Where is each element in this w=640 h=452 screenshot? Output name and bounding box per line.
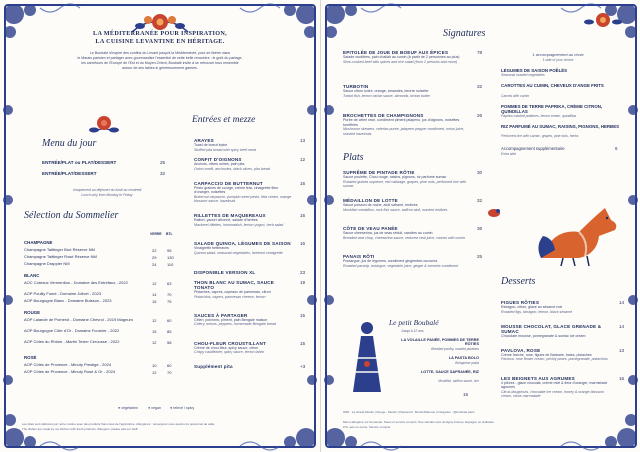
intro-title-line-2: LA CUISINE LEVANTINE EN HÉRITAGE. — [95, 38, 225, 45]
wine-section-name: ROUGE — [24, 310, 41, 315]
wine-bottle-price: 60 — [167, 318, 172, 323]
side-name: CAROTTES AU CUMIN, CHEVEUX D'ANGE FRITS — [501, 83, 604, 89]
dish-description: Toast de boeuf épicé — [194, 143, 228, 148]
dish-description: Purée de céleri rave, condiment piment jalapeno, jus d'oignons, noisettes torréfiées — [343, 118, 460, 127]
dish-description: Raifort, yaourt citronné, salade d'herbes — [194, 218, 258, 223]
dish-price: 14 — [619, 323, 625, 329]
dish-name: Supplément pita — [194, 364, 233, 369]
menu-item — [194, 280, 306, 300]
menu-du-jour-note-2: Lunch only from Monday to Friday — [81, 193, 133, 197]
menu-item — [501, 348, 625, 362]
side-english: Paprika roasted potatoes, lemon cream, quindillas — [501, 114, 577, 118]
wine-glass-price: 24 — [152, 262, 157, 267]
col-bottle-header: BTL — [166, 232, 173, 236]
wine-glass-price: 12 — [152, 370, 157, 375]
dish-price: 15 — [300, 340, 306, 346]
dish-english: Pavlova, rose flower cream, prickly pears, pomegranate, pistachios — [501, 357, 608, 362]
extra-side-label: Accompagnement supplémentaire — [501, 146, 565, 151]
wine-glass-price: 22 — [152, 248, 157, 253]
intro-title-line-1: LA MÉDITERRANÉE POUR INSPIRATION, — [93, 30, 227, 37]
dish-price: 13 — [300, 138, 306, 143]
dish-price: 15 — [300, 312, 306, 318]
fox-illustration — [533, 198, 625, 268]
petit-boubale-heading: Le petit Boubalé — [389, 318, 439, 327]
menu-item — [194, 138, 306, 152]
dish-name: RILLETTES DE MAQUEREAUX — [194, 213, 266, 218]
intro-text-1: Le Boubalé s'inspire des confins du Levant jusqu'à la Méditerranée, pour se libérer dans — [89, 51, 231, 55]
menu-item — [194, 313, 306, 327]
wine-name: AOP Côtes de Provence - Minuty Prestige - 2024 — [24, 362, 112, 367]
wine-bottle-price: 85 — [167, 329, 172, 334]
sommelier-heading: Sélection du Sommelier — [24, 210, 119, 221]
wine-bottle-price: 70 — [167, 370, 172, 375]
menu-item — [194, 364, 306, 369]
petit-boubale-sub: Jusqu'à 12 ans — [401, 329, 424, 333]
menu-item — [501, 324, 625, 339]
dish-description: Salade cruditées, pain challah au cumin (à partir de 2 personnes au plus) — [343, 55, 460, 60]
menu-item — [194, 341, 306, 355]
dish-name: FIGUES RÔTIES — [501, 300, 540, 305]
wine-name: Champagne Taittinger Brut Réserve NM — [24, 247, 95, 252]
dish-price: 12 — [300, 157, 306, 162]
kids-item-name: LOTTE, SAUCE SAFRANÉE, RIZ — [420, 369, 479, 374]
menu-du-jour-note-1: Uniquement au déjeuner du lundi au vendredi — [72, 188, 142, 192]
wine-name: AOP Bourgogne Côte d'Or - Domaine Fournier - 2022 — [24, 328, 120, 333]
wine-bottle-price: 60 — [167, 363, 172, 368]
dish-price: 14 — [619, 300, 625, 305]
dish-description: Chocolate mousse, pomegranate & sumac ice cream — [501, 334, 586, 339]
extra-side-en: Extra side — [501, 152, 517, 156]
dish-name: DISPONIBLE VERSION XL — [194, 269, 256, 275]
dish-price: 32 — [477, 84, 483, 89]
dish-name: SAUCES À PARTAGER — [194, 312, 248, 318]
dish-description: Pistaches, capres, copeaux de parmesan, citron — [194, 290, 271, 295]
wine-bottle-price: 95 — [167, 248, 172, 253]
dish-description: Anchois, olives noires, pain pita — [194, 162, 245, 167]
wine-name: AOP Pouilly Fumé - Domaine Jolivet - 2023 — [24, 291, 102, 296]
dish-english: Quinoa salad, seasonal vegetables, beetroot vinaigrette — [194, 250, 283, 255]
dish-english: Pistachios, capers, parmesan cheese, lemon — [194, 294, 266, 299]
dish-description: Crème fraîche, rose, figues de Barbarie, baies, pistaches — [501, 352, 592, 357]
dish-english: Roasted parsnip, botargue, vegetable juice, ginger & turmeric condiment — [343, 263, 459, 268]
side-english: Seasonal roasted vegetables — [501, 73, 545, 78]
dish-name: SUPRÊME DE PINTADE RÔTIE — [343, 170, 415, 175]
wine-bottle-price: 58 — [167, 340, 172, 345]
wine-bottle-price: 63 — [167, 281, 172, 286]
dish-english: Onion confit, anchovies, black olives, pita bread — [194, 166, 270, 171]
wine-name: Champagne Drappier NM — [24, 261, 70, 266]
wine-name: AOP Lalande de Pomerol - Domaine Chevrol - 2019 Magnum — [24, 317, 133, 322]
intro-text-4: autour de ses tables si généreusement garnies. — [122, 66, 198, 70]
wine-name: Champagne Taittinger Rosé Réserve NM — [24, 254, 97, 259]
dish-name: PAVLOVA, ROSE — [501, 347, 541, 353]
menu-item — [194, 181, 306, 204]
wine-name: AOP Côtes de Provence - Minuty Rosé & Or - 2024 — [24, 369, 116, 374]
dish-price: 16 — [300, 241, 306, 246]
wine-glass-price: 29 — [152, 255, 157, 260]
dish-description: Poutargue, jus de légumes, condiment gingembre-curcuma — [343, 259, 438, 264]
intro-text-3: les carrefours de l'Europe de l'Est et du Moyen-Orient, Boubalé invite à se retrouver tous ensemble — [81, 61, 239, 65]
dish-price: 25 — [477, 254, 483, 259]
kids-item-english: Bolognese pasta — [455, 360, 479, 365]
dish-name: LES BEIGNETS AUX AGRUMES — [501, 375, 575, 381]
intro-text-2: le Marais parisien et partager avec gourmandise l'essentiel de cette belle rencontre : le goût du partage, — [77, 56, 243, 60]
menu-item — [194, 241, 306, 255]
dish-description: 4 pièces - glace chocolat, crème miel & fleur d'oranger, marmelade agrumes — [501, 380, 608, 390]
dish-name: MÉDAILLON DE LOTTE — [343, 198, 398, 203]
menu-item — [194, 157, 306, 171]
side-name: LÉGUMES DE SAISON POÊLÉS — [501, 68, 568, 73]
dish-price: 32 — [477, 198, 483, 203]
dish-english: Crispy cauliflower, spicy sauce, lemon tahini — [194, 350, 265, 355]
wine-bottle-price: 75 — [167, 299, 172, 304]
legend-veg-label: végétarien — [121, 406, 138, 410]
extra-side-price: 6 — [615, 146, 618, 151]
menu-item — [501, 300, 625, 314]
wine-glass-price: 12 — [152, 318, 157, 323]
signatures-heading: Signatures — [443, 28, 486, 39]
dish-name: SALADE QUINOA, LÉGUMES DE SAISON — [194, 241, 291, 246]
wine-name: AOC Coteaux Vermentino - Domaine des Entrefaux - 2022 — [24, 280, 128, 285]
dish-price: 13 — [619, 347, 625, 353]
dish-english: Celery, onions, peppers, homemade Bengale bread — [194, 322, 277, 327]
dish-price: 36 — [477, 226, 483, 231]
kids-item-english: Monkfish, saffron sauce, rice — [438, 378, 479, 383]
dish-name: CHOU-FLEUR CROUSTILLANT — [194, 340, 266, 346]
footer-left-1: Les plats sont élaborés par notre cuisine avec des produits frais issus de l'agriculture. Allergènes : renseignez-vous auprès du personnel de salle. — [22, 422, 216, 426]
menu-du-jour-heading: Menu du jour — [42, 138, 97, 149]
kids-item-name: LA VOLAILLE PANÉE, POMMES DE TERRE RÔTIES — [401, 338, 479, 347]
menu-item — [343, 226, 483, 240]
wine-name: AOP Bourgogne Blanc - Domaine Buisson - 2023 — [24, 298, 112, 303]
dish-english: Roasted guinea supreme, red cabbage, grapes, pine nuts, perfumed rice with sumac — [343, 179, 467, 189]
side-english: Perfumed rice with sumac, grapes, pine nuts, herbs — [501, 134, 579, 139]
dish-english: Mushroom skewers, celeriac purée, jalapeno pepper condiment, onion juice, roasted hazelnuts — [343, 127, 465, 136]
dish-description: Sauce citron ivoire, orange, amandes, beurre noisette — [343, 89, 429, 94]
menu-item — [343, 198, 483, 212]
legend-vegan-label: végan — [151, 406, 161, 410]
menu-item — [194, 270, 306, 275]
dish-price: 19 — [300, 279, 306, 285]
dish-description: Sauce poulette, Chou rouge, raisins, pignons, riz parfumé sumac — [343, 175, 447, 180]
dish-name: CÔTE DE VEAU PANÉE — [343, 226, 398, 231]
dish-english: Butternut carpaccio, pumpkin seed pesto, feta cream, orange blossom sauce, hazelnuts — [194, 194, 292, 204]
menu-du-jour-row-1-price: 25 — [160, 160, 166, 165]
wine-name: AOP Côtes du Rhône - Martin Texier Cerousse - 2022 — [24, 339, 120, 344]
dish-price: 26 — [477, 113, 483, 118]
petit-boubale-price: 15 — [463, 392, 469, 397]
wine-bottle-price: 130 — [167, 255, 174, 260]
col-glass-header: VERRE — [150, 232, 162, 236]
dish-name: TURBOTIN — [343, 84, 369, 89]
wine-glass-price: 12 — [152, 281, 157, 286]
side-english: Carrots with cumin — [501, 93, 530, 98]
rose-illustration — [88, 112, 120, 138]
legend-spicy: ● relevé / spicy — [170, 406, 195, 410]
wine-section-name: ROSÉ — [24, 355, 37, 360]
menu-du-jour-row-1-label: ENTRÉE/PLAT ou PLAT/DESSERT — [42, 160, 117, 165]
dish-english: Citrus doughnuts, chocolate ice cream, honey & orange blossom cream, citrus marmalade — [501, 389, 604, 399]
wine-bottle-price: 70 — [167, 292, 172, 297]
desserts-heading: Desserts — [501, 276, 536, 287]
dish-english: Breaded veal chop, cheeserina sauce, reduced veal juice, carrots with cumin — [343, 235, 466, 240]
kids-item-name: LA PASTA BOLO — [448, 356, 479, 360]
wine-section-name: BLANC — [24, 273, 40, 278]
bird-illustration — [487, 206, 501, 218]
dish-price: +3 — [300, 364, 306, 369]
dish-price: 16 — [300, 180, 306, 186]
wine-bottle-price: 110 — [167, 262, 174, 267]
footer-right-2: Menu allergène sur demande. Taxes et service compris. Nos viandes sont d'origine France, Espagne ou Hollande. — [343, 420, 495, 424]
footer-right-1: WIFI : Le Grand Moulin | Rouge - Moulin | Password : MoulinPatterne | Instagram : @boubale.paris — [343, 410, 475, 414]
side-title: 1 accompagnement au choix — [532, 52, 584, 57]
entrees-heading: Entrées et mezze — [192, 115, 256, 125]
dish-name: CONFIT D'OIGNONS — [194, 157, 242, 162]
legend-spicy-label: relevé / spicy — [173, 406, 195, 410]
dish-english: Monkfish medallion, rock fish sauce, saffron aioli, roasted endives — [343, 207, 448, 212]
dish-name: EPITOLÉE DE JOUE DE BOEUF AUX ÉPICES — [343, 50, 449, 55]
menu-item — [343, 84, 483, 98]
dish-description: Vinaigrette betteraves — [194, 246, 229, 251]
wine-glass-price: 12 — [152, 340, 157, 345]
kids-item-english: Breaded poultry, roasted potatoes — [431, 347, 479, 351]
dish-name: ARAYES — [194, 138, 214, 143]
dish-price: 23 — [300, 269, 306, 275]
wine-glass-price: 10 — [152, 363, 157, 368]
dish-name: CARPACCIO DE BUTTERNUT — [194, 180, 263, 186]
dish-english: Roasted figs, tarragon, lemon, black sesame — [501, 309, 573, 314]
wine-glass-price: 15 — [152, 329, 157, 334]
footer-right-3: Prix nets en euros. Service compris. — [343, 425, 392, 429]
dish-english: Stuffed pita bread with spicy beef meat — [194, 147, 256, 152]
dish-description: Céleri, poivrons, piment, pain Bengale maison — [194, 317, 268, 322]
plats-heading: Plats — [343, 152, 364, 163]
right-page — [320, 0, 640, 452]
footer-left-2: The dishes are made by our kitchen with fresh products. Allergens: please ask our staff. — [22, 427, 139, 431]
dish-english: Turbot fish, lemon caviar sauce, almonds, brown butter — [343, 93, 431, 98]
dish-price: 30 — [477, 170, 483, 175]
menu-item — [501, 376, 625, 399]
dish-description: Sauce cheeserina, jus de veau réduit, carottes au cumin — [343, 231, 433, 236]
dish-english: Mackerel rillettes, horseradish, lemon yogurt, herb salad — [194, 222, 284, 227]
dish-name: BROCHETTES DE CHAMPIGNONS — [343, 113, 424, 118]
menu-du-jour-row-2-label: ENTRÉE/PLAT/DESSERT — [42, 171, 97, 176]
dish-description: Sauce poisson de roche, aïoli safrané, endives — [343, 203, 418, 208]
legend-vegan: ● végan — [148, 406, 161, 410]
menu-du-jour-row-2-price: 32 — [160, 171, 166, 176]
wine-glass-price: 15 — [152, 299, 157, 304]
dish-description: Estragon, citron, glace au sésame noir — [501, 305, 563, 310]
legend-veg: ● végétarien — [118, 406, 138, 410]
menu-item — [343, 50, 483, 64]
dish-price: 78 — [477, 50, 483, 55]
dish-description: Crème de chou-fleur, spicy sauce, citron — [194, 345, 259, 350]
wine-section-name: CHAMPAGNE — [24, 240, 53, 245]
wine-glass-price: 14 — [152, 292, 157, 297]
dish-description: Pesto graines de courge, crème feta, vinaigrette fleur d'oranger, noisettes — [194, 185, 279, 195]
side-name: RIZ PARFUMÉ AU SUMAC, RAISINS, PIGNONS, HERBES — [501, 124, 620, 129]
dish-price: 16 — [300, 213, 306, 218]
dish-name: PANAIS RÔTI — [343, 254, 375, 259]
dish-name: MOUSSE CHOCOLAT, GLACE GRENADE & SUMAC — [501, 323, 602, 334]
menu-item — [343, 254, 483, 268]
menu-item — [194, 213, 306, 227]
menu-item — [343, 170, 483, 189]
flower-illustration — [583, 8, 623, 32]
dish-price: 16 — [619, 375, 625, 381]
side-sub: 1 side of your choice — [542, 58, 574, 62]
woman-illustration — [347, 318, 387, 396]
dish-english: Slow-cooked beef with spices and rice salad (from 2 persons and more) — [343, 59, 458, 64]
dish-name: THON BLANC AU SUMAC, SAUCE TONATO — [194, 279, 275, 290]
menu-item — [343, 113, 483, 136]
side-name: POMMES DE TERRE PAPRIKA, CRÈME CITRON, QUINDILLAS — [501, 103, 603, 114]
